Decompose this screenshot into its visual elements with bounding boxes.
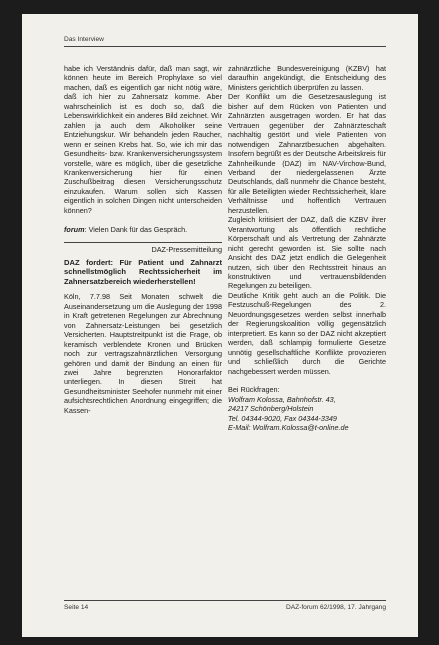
left-column xyxy=(64,64,222,433)
contact-block xyxy=(228,385,386,432)
right-paragraph-1: zahnärztliche Bundesvereinigung (KZBV) hat daraufhin angekündigt, die Entscheidung des Ministers gerichtlich überprüfen zu lassen. xyxy=(228,64,386,92)
contact-email: E-Mail: Wolfram.Kolossa@t-online.de xyxy=(228,423,349,433)
page-header xyxy=(64,36,386,47)
press-release-title: DAZ fordert: Für Patient und Zahnarzt schnellstmöglich Rechtssicherheit im Zahnersatzbereich wiederherstellen! xyxy=(64,257,222,286)
contact-line: Tel. 04344-9020, Fax 04344-3349 xyxy=(228,413,337,423)
interview-paragraph: habe ich Verständnis dafür, daß man sagt, wir können heute im Bereich Prophylaxe so viel machen, daß es eigentlich gar nicht nötig wäre, daß ich hier zu Zahnersatz komme. Aber wahrscheinlich ist es doch so, daß die Lebenswirklichkeit ein anderes Bild zeichnet. Wir zahlen ja auch dem Alkoholiker seine Entziehungskur. Wir behandeln jeden Raucher, wenn er seinen Krebs hat. So, wie ich mir das Gesundheits- bzw. Krankenversicherungssystem vorstelle, wäre es möglich, über die gesetzliche Krankenversicherung hier für einen Zuschußbeitrag diesen Versicherungsschutz einzukaufen. Warum sollen sich Kassen eigentlich in solchen Dingen nicht unterscheiden können? xyxy=(64,64,222,215)
right-paragraph-4: Deutliche Kritik geht auch an die Politik. Die Festzuschuß-Regelungen des 2. Neuordnungsgesetzes werden selbst innerhalb der Regierungskoalition völlig gegensätzlich interpretiert. Es kann so der DAZ nicht akzeptiert werden, daß schlampig formulierte Gesetze unnötig gesellschaftliche Konflikte provozieren und schließlich durch die Gerichte nachgebessert werden müssen. xyxy=(228,290,386,376)
contact-heading: Bei Rückfragen: xyxy=(228,385,280,395)
press-paragraph: Köln, 7.7.98 Seit Monaten schwelt die Auseinandersetzung um die Auslegung der 1998 in Kraft getretenen Regelungen zur Abrechnung von Zahnersatz-Leistungen bei gesetzlich Versicherten. Hauptstreitpunkt ist die Frage, ob keramisch verblendete Kronen und Brücken noch zur vertragszahnärztlichen Versorgung gehören und damit der Bindung an einen für zwei Jahre begrenzten Honorarfaktor unterliegen. In diesen Streit hat Gesundheitsminister Seehofer nunmehr mit einer aufsichtsrechtlichen Anordnung eingegriffen; die Kassen- xyxy=(64,292,222,415)
right-paragraph-3: Zugleich kritisiert der DAZ, daß die KZBV ihrer Verantwortung als öffentlich rechtliche Körperschaft und als Vertretung der Zahnärzte nicht gerecht geworden ist. Sie sollte nach Ansicht des DAZ jetzt endlich die Gelegenheit nutzen, sich über den Rechtsstreit hinaus an konstruktiven und vertrauensbildenden Regelungen zu beteiligen. xyxy=(228,215,386,291)
section-label: Das Interview xyxy=(64,36,104,43)
closing-speaker: forum xyxy=(64,224,85,234)
closing-text: : Vielen Dank für das Gespräch. xyxy=(84,224,188,234)
page-number: Seite 14 xyxy=(64,604,89,611)
issue-info: DAZ-forum 62/1998, 17. Jahrgang xyxy=(285,604,386,611)
footer-rule xyxy=(64,600,386,601)
contact-line: 24217 Schönberg/Holstein xyxy=(228,404,314,414)
text-columns xyxy=(64,64,386,433)
magazine-page xyxy=(22,14,418,637)
press-release-label: DAZ-Pressemitteilung xyxy=(151,245,222,255)
press-rule xyxy=(64,242,222,243)
page-footer xyxy=(64,600,386,611)
right-paragraph-2: Der Konflikt um die Gesetzesauslegung ist bisher auf dem Rücken von Patienten und Zahnärzten ausgetragen worden. Er hat das Vertrauen gegenüber der Zahnärzteschaft nachhaltig gestört und viele Patienten von notwendigen Zahnarztbesuchen abgehalten. Insofern begrüßt es der Deutsche Arbeitskreis für Zahnheilkunde (DAZ) im NAV-Virchow-Bund, Verband der niedergelassenen Ärzte Deutschlands, daß nunmehr die Chance besteht, für alle Beteiligten wieder Rechtssicherheit, klare Verhältnisse und hoffentlich Vertrauen herzustellen. xyxy=(228,92,386,215)
interview-closing xyxy=(64,225,222,234)
right-column xyxy=(228,64,386,433)
contact-line: Wolfram Kolossa, Bahnhofstr. 43, xyxy=(228,394,336,404)
header-rule xyxy=(64,46,386,47)
